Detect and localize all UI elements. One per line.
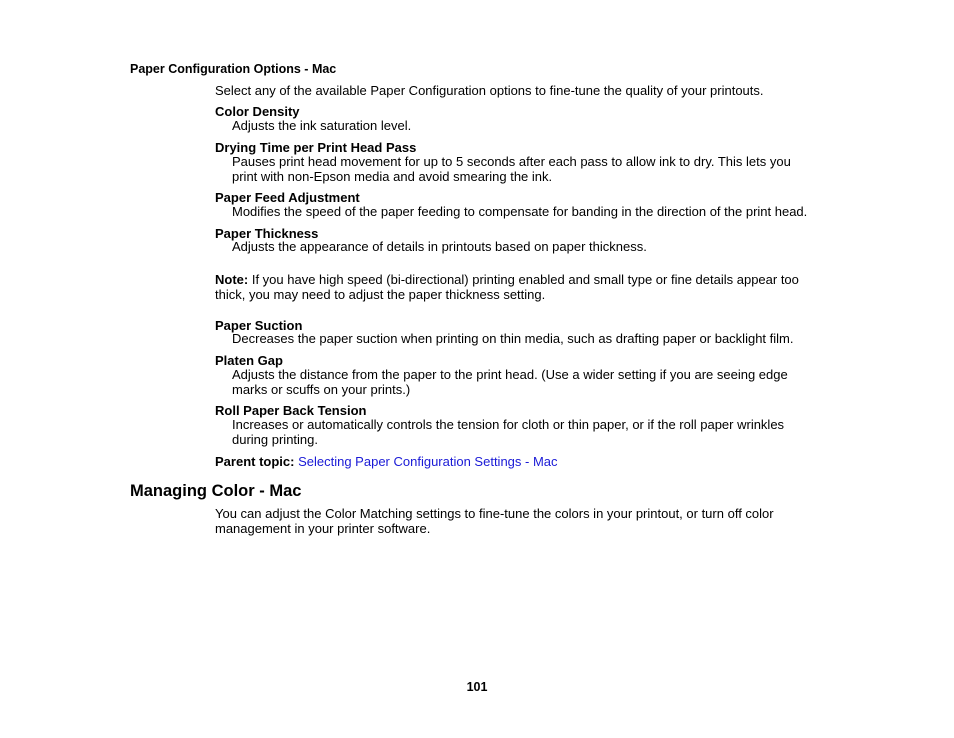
option-desc-paper-thickness: Adjusts the appearance of details in printouts based on paper thickness. xyxy=(232,239,647,254)
option-desc-color-density: Adjusts the ink saturation level. xyxy=(232,118,412,133)
option-desc-platen-gap: Adjusts the distance from the paper to the print head. (Use a wider setting if you are seeing edge marks or scuffs on your prints.) xyxy=(232,367,788,397)
option-term-paper-feed: Paper Feed Adjustment xyxy=(215,190,360,205)
option-desc-roll-paper-tension: Increases or automatically controls the tension for cloth or thin paper, or if the roll paper wrinkles during printing. xyxy=(232,417,785,447)
parent-topic xyxy=(215,454,558,469)
option-desc-drying-time: Pauses print head movement for up to 5 seconds after each pass to allow ink to dry. This lets you print with non-Epson media and avoid smearing the ink. xyxy=(232,154,791,184)
option-desc-paper-feed: Modifies the speed of the paper feeding to compensate for banding in the direction of the print head. xyxy=(232,204,808,219)
parent-topic-link[interactable]: Selecting Paper Configuration Settings - Mac xyxy=(298,454,558,469)
page-number: 101 xyxy=(466,680,488,694)
main-paragraph: You can adjust the Color Matching settings to fine-tune the colors in your printout, or turn off color management in your printer software. xyxy=(215,506,774,536)
main-heading: Managing Color - Mac xyxy=(130,482,302,500)
section-title: Paper Configuration Options - Mac xyxy=(130,62,337,76)
intro-text: Select any of the available Paper Configuration options to fine-tune the quality of your printouts. xyxy=(215,83,764,98)
option-term-paper-suction: Paper Suction xyxy=(215,318,303,333)
option-desc-paper-suction: Decreases the paper suction when printing on thin media, such as drafting paper or backlight film. xyxy=(232,331,794,346)
note-text: If you have high speed (bi-directional) printing enabled and small type or fine details appear too thick, you may need to adjust the paper thickness setting. xyxy=(215,272,799,302)
note xyxy=(215,272,815,302)
parent-topic-label: Parent topic: xyxy=(215,454,295,469)
option-term-drying-time: Drying Time per Print Head Pass xyxy=(215,140,417,155)
option-term-platen-gap: Platen Gap xyxy=(215,353,283,368)
option-term-color-density: Color Density xyxy=(215,104,300,119)
option-term-roll-paper-tension: Roll Paper Back Tension xyxy=(215,403,367,418)
option-term-paper-thickness: Paper Thickness xyxy=(215,226,319,241)
note-label: Note: xyxy=(215,272,249,287)
